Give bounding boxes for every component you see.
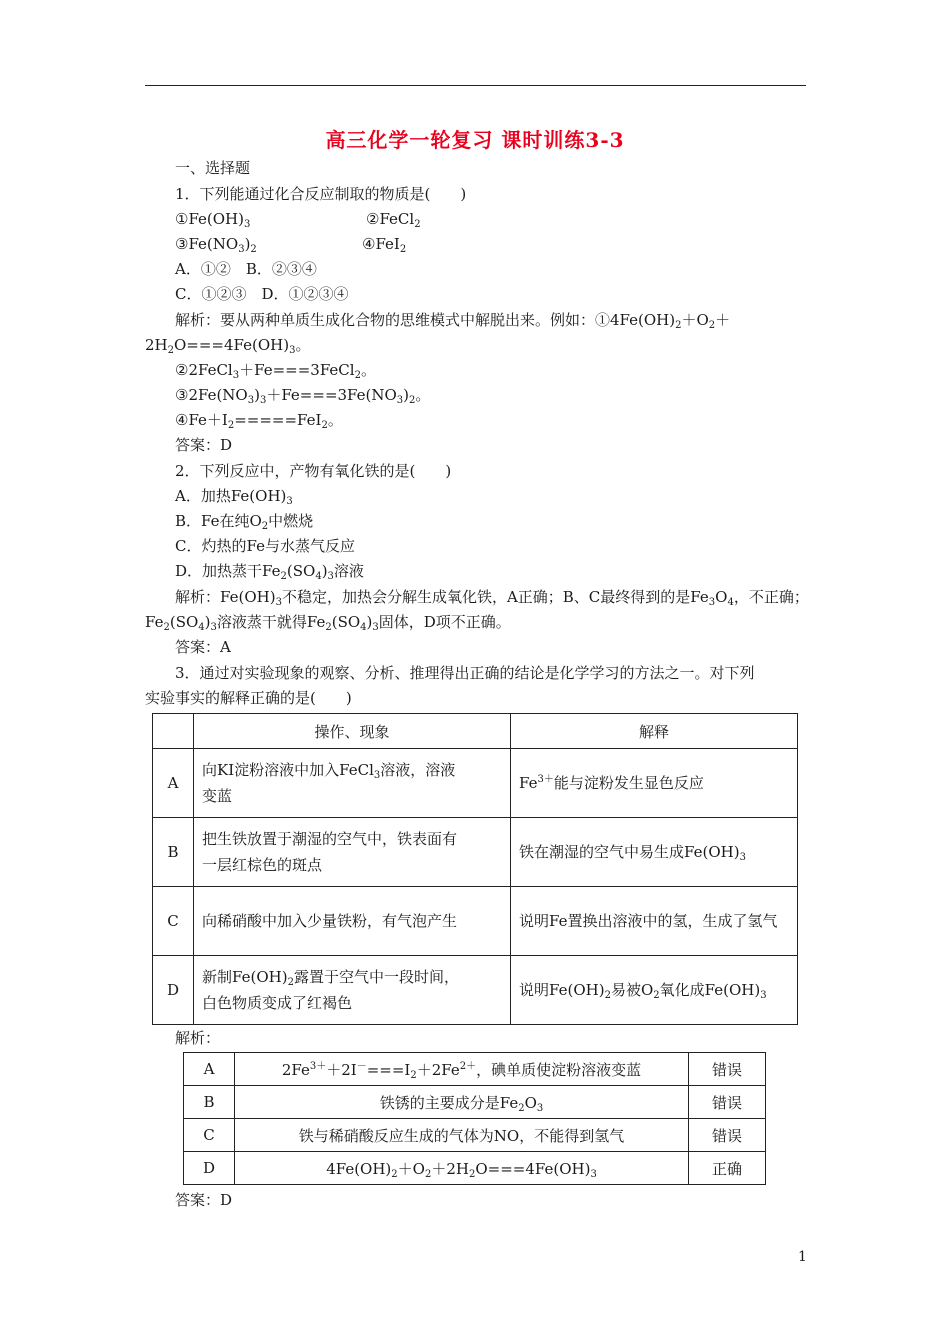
q2-option-b: B．Fe在纯$O_2$中燃烧 — [175, 512, 314, 532]
header-empty-cell — [153, 714, 194, 749]
table-row — [153, 887, 798, 956]
operation-cell: 新制$Fe(OH)_2$露置于空气中一段时间， 白色物质变成了红褐色 — [194, 956, 511, 1025]
table-header-row — [153, 714, 798, 749]
analysis-cell: $4Fe(OH)_2+O_2+2H_2O===4Fe(OH)_3$ — [235, 1152, 689, 1185]
q1-equation-4: $④Fe+I_2=====FeI_2$。 — [175, 411, 343, 431]
explanation-cell: 铁在潮湿的空气中易生成$Fe(OH)_3$ — [511, 818, 798, 887]
row-label: D — [184, 1152, 235, 1185]
q1-option-3: $③Fe(NO_3)_2$ — [175, 235, 257, 255]
table-row — [184, 1086, 766, 1119]
q3-options-table — [152, 713, 798, 1025]
verdict-cell: 错误 — [689, 1053, 766, 1086]
q3-stem-line1: 3．通过对实验现象的观察、分析、推理得出正确的结论是化学学习的方法之一。对下列 — [175, 664, 755, 682]
explanation-cell: 说明Fe置换出溶液中的氢，生成了氢气 — [511, 887, 798, 956]
q3-analysis-label: 解析： — [175, 1029, 221, 1047]
q1-option-2: ②FeCl$_2$ — [366, 210, 421, 230]
q3-answer: 答案：D — [175, 1191, 233, 1209]
table-row — [184, 1119, 766, 1152]
q1-equation-3: $③2Fe(NO_3)_3+Fe===3Fe(NO_3)_2$。 — [175, 386, 431, 406]
verdict-cell: 正确 — [689, 1152, 766, 1185]
analysis-cell: 铁锈的主要成分是$Fe_2O_3$ — [235, 1086, 689, 1119]
q1-choices-ab: A．①② B．②③④ — [175, 260, 317, 278]
verdict-cell: 错误 — [689, 1119, 766, 1152]
header-rule — [145, 85, 806, 86]
q2-answer: 答案：A — [175, 638, 231, 656]
table-row — [153, 956, 798, 1025]
table-row — [153, 749, 798, 818]
q2-stem: 2．下列反应中，产物有氧化铁的是( ) — [175, 462, 452, 480]
table-row — [184, 1053, 766, 1086]
q3-analysis-table — [183, 1052, 766, 1185]
q1-answer: 答案：D — [175, 436, 233, 454]
q1-equation-2: ②2FeCl$_3$＋Fe===3FeCl$_2$。 — [175, 361, 376, 381]
operation-cell: 向KI淀粉溶液中加入FeCl$_3$溶液，溶液 变蓝 — [194, 749, 511, 818]
explanation-cell: $Fe^{3+}$能与淀粉发生显色反应 — [511, 749, 798, 818]
row-label: D — [153, 956, 194, 1025]
q1-analysis-line1: 解析：要从两种单质生成化合物的思维模式中解脱出来。例如：$①4Fe(OH)_2+O_2+$ — [175, 311, 731, 331]
row-label: B — [184, 1086, 235, 1119]
q2-option-a: A．加热$Fe(OH)_3$ — [175, 487, 293, 507]
row-label: C — [153, 887, 194, 956]
q2-analysis-line2: $Fe_2(SO_4)_3$溶液蒸干就得$Fe_2(SO_4)_3$固体，D项不正确。 — [145, 613, 511, 633]
analysis-cell: 铁与稀硝酸反应生成的气体为NO，不能得到氢气 — [235, 1119, 689, 1152]
q1-option-4: ④FeI$_2$ — [362, 235, 407, 255]
operation-cell: 向稀硝酸中加入少量铁粉，有气泡产生 — [194, 887, 511, 956]
operation-cell: 把生铁放置于潮湿的空气中，铁表面有 一层红棕色的斑点 — [194, 818, 511, 887]
page-title: 高三化学一轮复习 课时训练3-3 — [325, 128, 625, 152]
header-operation: 操作、现象 — [194, 714, 511, 749]
q2-analysis-line1: 解析：$Fe(OH)_3$不稳定，加热会分解生成氧化铁，A正确；B、C最终得到的是$Fe_3O_4$，不正确； — [175, 588, 809, 608]
table-row — [153, 818, 798, 887]
analysis-cell: $2Fe^{3+}+2I^-===I_2+2Fe^{2+}$，碘单质使淀粉溶液变蓝 — [235, 1053, 689, 1086]
q1-option-1: $①Fe(OH)_3$ — [175, 210, 251, 230]
q1-stem: 1．下列能通过化合反应制取的物质是( ) — [175, 185, 467, 203]
q1-choices-cd: C．①②③ D．①②③④ — [175, 285, 349, 303]
row-label: A — [153, 749, 194, 818]
row-label: A — [184, 1053, 235, 1086]
explanation-cell: 说明$Fe(OH)_2$易被$O_2$氧化成$Fe(OH)_3$ — [511, 956, 798, 1025]
section-heading: 一、选择题 — [175, 159, 251, 177]
page-number: 1 — [798, 1249, 807, 1265]
verdict-cell: 错误 — [689, 1086, 766, 1119]
row-label: B — [153, 818, 194, 887]
q3-stem-line2: 实验事实的解释正确的是( ) — [145, 689, 352, 707]
table-row — [184, 1152, 766, 1185]
q2-option-c: C．灼热的Fe与水蒸气反应 — [175, 537, 355, 555]
row-label: C — [184, 1119, 235, 1152]
q1-analysis-line2: $2H_2O===4Fe(OH)_3$。 — [145, 336, 311, 356]
header-explanation: 解释 — [511, 714, 798, 749]
q2-option-d: D．加热蒸干$Fe_2(SO_4)_3$溶液 — [175, 562, 364, 582]
